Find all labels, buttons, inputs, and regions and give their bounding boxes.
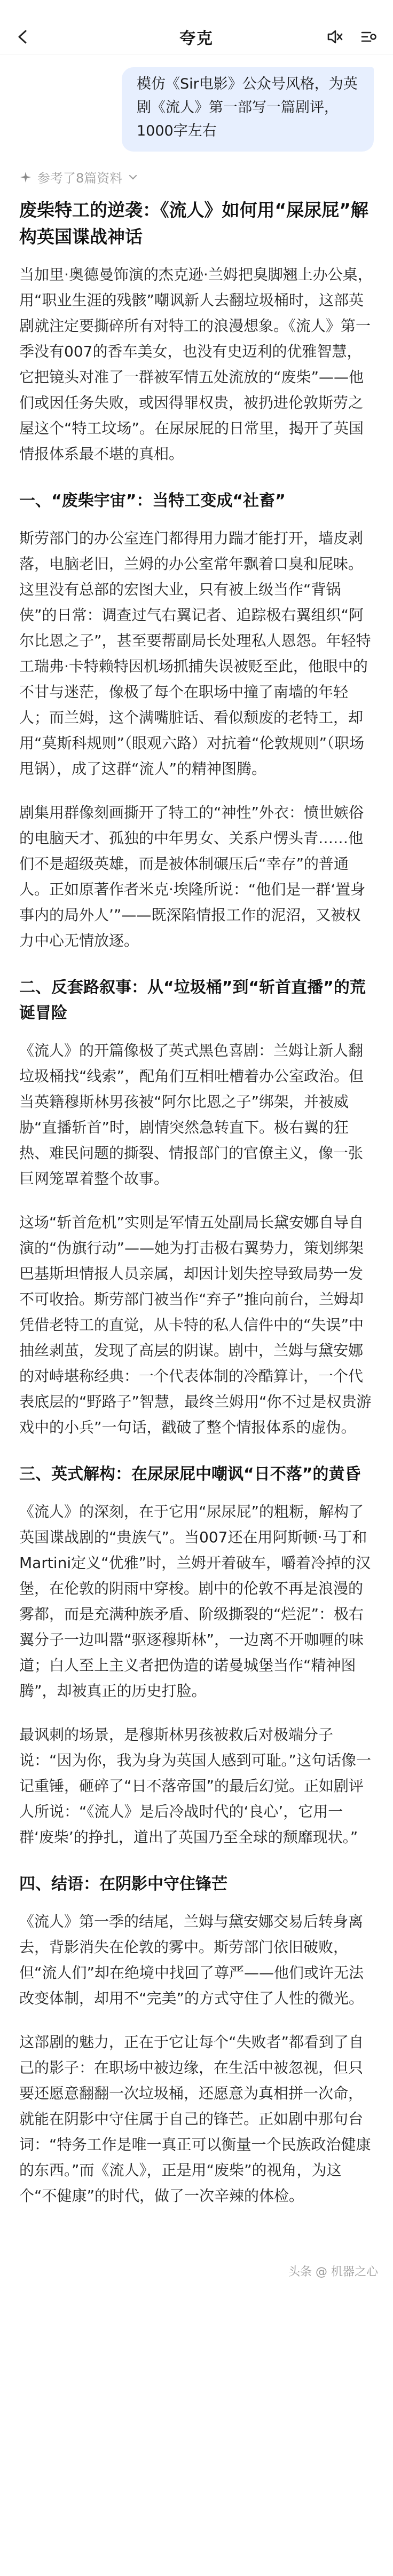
article-paragraph: 《流人》的开篇像极了英式黑色喜剧：兰姆让新人翻垃圾桶找“线索”，配角们互相吐槽着办公室政治。但当英籍穆斯林男孩被“阿尔比恩之子”绑架，并被威胁“直播斩首”时，剧情突然急转直下。极右翼的狂热、难民问题的撕裂、情报部门的官僚主义，像一张巨网笼罩着整个故事。 <box>19 1042 364 1187</box>
watermark-text: 头条 @ 机器之心 <box>288 2265 378 2279</box>
article-paragraph: 《流人》第一季的结尾，兰姆与黛安娜交易后转身离去，背影消失在伦敦的雾中。斯劳部门依旧破败，但“流人们”却在绝境中找回了尊严——他们或许无法改变体制，却用不“完美”的方式守住了人性的微光。 <box>19 1913 364 2007</box>
references-toggle[interactable] <box>0 157 393 193</box>
section-heading: 四、结语：在阴影中守住锋芒 <box>19 1875 227 1893</box>
watermark <box>288 2263 378 2279</box>
user-message-row <box>0 54 393 157</box>
article-paragraph: 斯劳部门的办公室连门都得用力踹才能打开，墙皮剥落，电脑老旧，兰姆的办公室常年飘着口臭和屁味。这里没有总部的宏图大业，只有被上级当作“背锅侠”的日常：调查过气右翼记者、追踪极右翼组织“阿尔比恩之子”，甚至要帮副局长处理私人恩怨。年轻特工瑞弗·卡特赖特因机场抓捕失误被贬至此，他眼中的不甘与迷茫，像极了每个在职场中撞了南墙的年轻人；而兰姆，这个满嘴脏话、看似颓废的老特工，却用“莫斯科规则”（眼观六路）对抗着“伦敦规则”（职场甩锅），成了这群“流人”的精神图腾。 <box>19 529 371 778</box>
back-arrow-icon[interactable] <box>15 29 31 45</box>
speaker-muted-icon[interactable] <box>326 28 344 46</box>
article-body <box>19 262 374 2209</box>
top-navigation-bar <box>0 19 393 54</box>
menu-settings-icon[interactable] <box>360 28 378 46</box>
article-title: 废柴特工的逆袭：《流人》如何用“屎尿屁”解构英国谍战神话 <box>19 200 368 247</box>
article-paragraph: 这场“斩首危机”实则是军情五处副局长黛安娜自导自演的“伪旗行动”——她为打击极右翼势力，策划绑架巴基斯坦情报人员亲属，却因计划失控导致局势一发不可收拾。斯劳部门被当作“弃子”推向前台，兰姆却凭借老特工的直觉，从卡特的私人信件中的“失误”中抽丝剥茧，发现了高层的阴谋。剧中，兰姆与黛安娜的对峙堪称经典：一个代表体制的冷酷算计，一个代表底层的“野路子”智慧，最终兰姆用“你不过是权贵游戏中的小兵”一句话，戳破了整个情报体系的虚伪。 <box>19 1214 372 1436</box>
article-paragraph: 剧集用群像刻画撕开了特工的“神性”外衣：愤世嫉俗的电脑天才、孤独的中年男女、关系户愣头青……他们不是超级英雄，而是被体制碾压后“幸存”的普通人。正如原著作者米克·埃隆所说：“他们是一群‘置身事内的局外人’”——既深陷情报工作的泥沼，又被权力中心无情放逐。 <box>19 804 366 949</box>
user-prompt-bubble[interactable]: 模仿《Sir电影》公众号风格，为英剧《流人》第一部写一篇剧评，1000字左右 <box>122 67 374 152</box>
section-heading: 三、英式解构：在尿尿屁中嘲讽“日不落”的黄昏 <box>19 1465 361 1484</box>
sparkle-icon <box>19 171 32 184</box>
chevron-down-icon <box>128 172 138 183</box>
article-paragraph: 《流人》的深刻，在于它用“尿尿屁”的粗粝，解构了英国谍战剧的“贵族气”。当007还在用阿斯顿·马丁和Martini定义“优雅”时，兰姆开着破车，嚼着冷掉的汉堡，在伦敦的阴雨中穿梭。剧中的伦敦不再是浪漫的雾都，而是充满种族矛盾、阶级撕裂的“烂泥”：极右翼分子一边叫嚣“驱逐穆斯林”，一边离不开咖喱的味道；白人至上主义者把伪造的诺曼城堡当作“精神图腾”，却被真正的历史打脸。 <box>19 1503 371 1700</box>
status-bar <box>0 0 393 19</box>
article-paragraph: 这部剧的魅力，正在于它让每个“失败者”都看到了自己的影子：在职场中被边缘，在生活中被忽视，但只要还愿意翻翻一次垃圾桶，还愿意为真相拼一次命，就能在阴影中守住属于自己的锋芒。正如剧中那句台词：“特务工作是唯一真正可以衡量一个民族政治健康的东西。”而《流人》，正是用“废柴”的视角，为这个“不健康”的时代，做了一次辛辣的体检。 <box>19 2033 371 2205</box>
section-heading: 一、“废柴宇宙”：当特工变成“社畜” <box>19 492 286 510</box>
section-heading: 二、反套路叙事：从“垃圾桶”到“斩首直播”的荒诞冒险 <box>19 978 366 1023</box>
app-title: 夸克 <box>179 29 214 48</box>
article-paragraph: 当加里·奥德曼饰演的杰克逊·兰姆把臭脚翘上办公桌，用“职业生涯的残骸”嘲讽新人去翻垃圾桶时，这部英剧就注定要撕碎所有对特工的浪漫想象。《流人》第一季没有007的香车美女，也没有史迈利的优雅智慧，它把镜头对准了一群被军情五处流放的“废柴”——他们或因任务失败，或因得罪权贵，被扔进伦敦斯劳之屋这个“特工坟场”。在尿尿屁的日常里，揭开了英国情报体系最不堪的真相。 <box>19 266 373 463</box>
references-label: 参考了8篇资料 <box>37 171 123 186</box>
answer-article <box>0 193 393 2291</box>
article-paragraph: 最讽刺的场景，是穆斯林男孩被救后对极端分子说：“因为你，我为身为英国人感到可耻。”这句话像一记重锤，砸碎了“日不落帝国”的最后幻觉。正如剧评人所说：“《流人》是后冷战时代的‘良心’，它用一群‘废柴’的挣扎，道出了英国乃至全球的颓靡现状。” <box>19 1726 372 1846</box>
